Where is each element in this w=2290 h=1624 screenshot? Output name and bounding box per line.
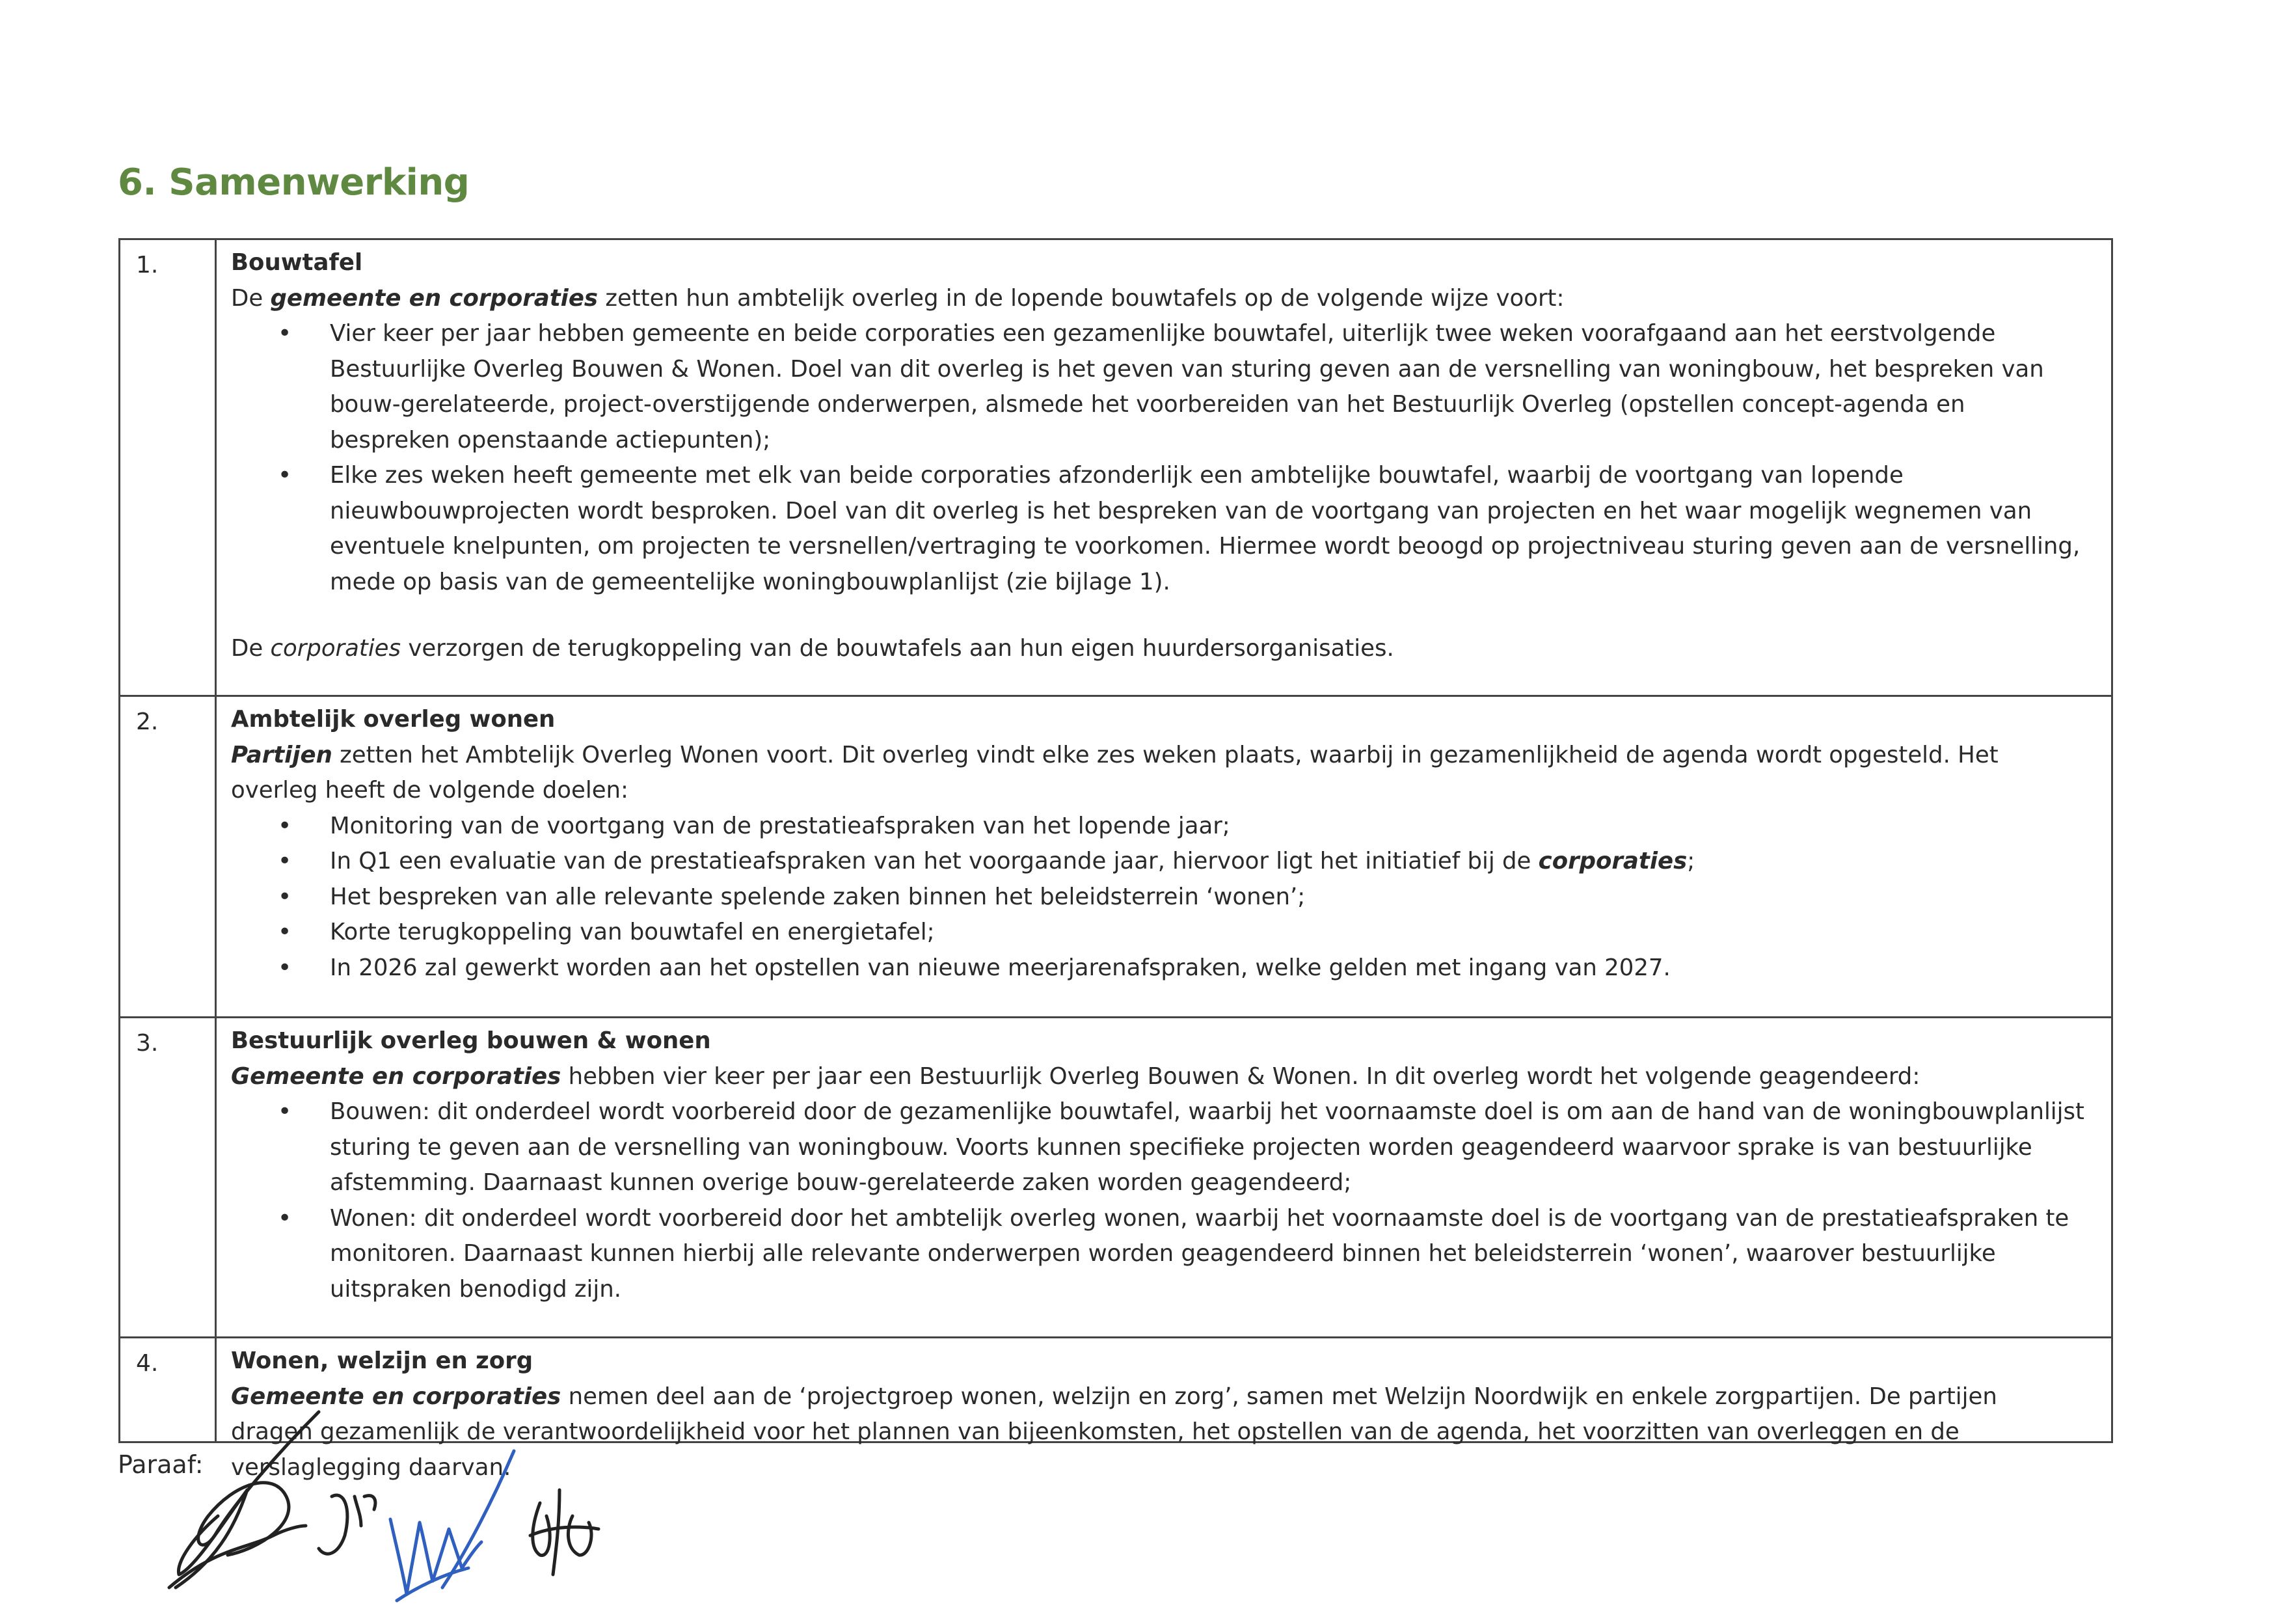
list-item: • Bouwen: dit onderdeel wordt voorbereid door de gezamenlijke bouwtafel, waarbij het voornaamste doel is om aan de hand van de woningbouwplanlijst sturing te geven aan de versnelling van woningbouw. Voorts kunnen specifieke projecten worden geagendeerd waarvoor sprake is van bestuurlijke afstemming. Daarnaast kunnen overige bouw-gerelateerde zaken worden geagendeerd; xyxy=(330,1094,2085,1201)
list-item-text: In Q1 een evaluatie van de prestatieafspraken van het voorgaande jaar, hiervoor ligt het initiatief bij de xyxy=(330,848,1539,874)
list-item-emphasis: corporaties xyxy=(1538,848,1688,874)
row-number: 2. xyxy=(136,709,159,735)
row-content xyxy=(231,1023,2085,1307)
row-intro xyxy=(231,1059,2085,1095)
row-closing xyxy=(231,631,2085,667)
table-row xyxy=(120,240,2111,697)
list-item: • Het bespreken van alle relevante spelende zaken binnen het beleidsterrein ‘wonen’; xyxy=(330,880,2085,915)
row-content xyxy=(231,245,2085,667)
intro-emphasis: gemeente en corporaties xyxy=(270,284,599,312)
intro-text: zetten het Ambtelijk Overleg Wonen voort. Dit overleg vindt elke zes weken plaats, waarbij in gezamenlijkheid de agenda wordt opgesteld. Het overleg heeft de volgende doelen: xyxy=(231,741,1999,804)
intro-emphasis: Partijen xyxy=(231,741,332,768)
paraaf-label: Paraaf: xyxy=(118,1450,204,1479)
list-item-text: ; xyxy=(1687,848,1695,874)
signature-4 xyxy=(530,1490,599,1575)
row-number-cell xyxy=(120,697,217,1016)
table-row xyxy=(120,1018,2111,1338)
closing-text: verzorgen de terugkoppeling van de bouwtafels aan hun eigen huurdersorganisaties. xyxy=(401,635,1394,662)
bullet-list xyxy=(231,1094,2085,1307)
list-item: • Korte terugkoppeling van bouwtafel en energietafel; xyxy=(330,915,2085,951)
intro-emphasis: Gemeente en corporaties xyxy=(231,1383,561,1410)
signature-2 xyxy=(319,1495,375,1554)
table-row xyxy=(120,697,2111,1018)
intro-text: hebben vier keer per jaar een Bestuurlijk Overleg Bouwen & Wonen. In dit overleg wordt het volgende geagendeerd: xyxy=(561,1062,1920,1090)
row-intro xyxy=(231,281,2085,317)
row-number-cell xyxy=(120,1018,217,1336)
row-number-cell xyxy=(120,240,217,695)
row-heading: Bestuurlijk overleg bouwen & wonen xyxy=(231,1027,711,1054)
list-item: • Elke zes weken heeft gemeente met elk van beide corporaties afzonderlijk een ambtelijke bouwtafel, waarbij de voortgang van lopende nieuwbouwprojecten wordt besproken. Doel van dit overleg is het bespreken van de voortgang van projecten en het waar mogelijk wegnemen van eventuele knelpunten, om projecten te versnellen/vertraging te voorkomen. Hiermee wordt beoogd op projectniveau sturing geven aan de versnelling, mede op basis van de gemeentelijke woningbouwplanlijst (zie bijlage 1). xyxy=(330,458,2085,600)
bullet-list xyxy=(231,316,2085,600)
row-content xyxy=(231,1344,2085,1485)
intro-text: De xyxy=(231,284,271,312)
intro-emphasis: Gemeente en corporaties xyxy=(231,1062,561,1090)
row-intro xyxy=(231,1379,2085,1486)
row-number: 3. xyxy=(136,1030,159,1057)
list-item xyxy=(330,844,2085,880)
row-number: 4. xyxy=(136,1350,159,1377)
list-item: • Monitoring van de voortgang van de prestatieafspraken van het lopende jaar; xyxy=(330,809,2085,845)
list-item: • Wonen: dit onderdeel wordt voorbereid door het ambtelijk overleg wonen, waarbij het voornaamste doel is de voortgang van de prestatieafspraken te monitoren. Daarnaast kunnen hierbij alle relevante onderwerpen worden geagendeerd binnen het beleidsterrein ‘wonen’, waarover bestuurlijke uitspraken benodigd zijn. xyxy=(330,1201,2085,1308)
intro-text: zetten hun ambtelijk overleg in de lopende bouwtafels op de volgende wijze voort: xyxy=(598,284,1565,312)
row-heading: Bouwtafel xyxy=(231,249,363,276)
page-title: 6. Samenwerking xyxy=(118,161,470,204)
closing-emphasis: corporaties xyxy=(270,635,401,662)
row-heading: Wonen, welzijn en zorg xyxy=(231,1347,533,1374)
row-number: 1. xyxy=(136,252,159,278)
closing-text: De xyxy=(231,635,271,662)
row-heading: Ambtelijk overleg wonen xyxy=(231,706,556,733)
bullet-list xyxy=(231,809,2085,986)
list-item: • Vier keer per jaar hebben gemeente en beide corporaties een gezamenlijke bouwtafel, uiterlijk twee weken voorafgaand aan het eerstvolgende Bestuurlijke Overleg Bouwen & Wonen. Doel van dit overleg is het geven van sturing geven aan de versnelling van woningbouw, het bespreken van bouw-gerelateerde, project-overstijgende onderwerpen, alsmede het voorbereiden van het Bestuurlijk Overleg (opstellen concept-agenda en bespreken openstaande actiepunten); xyxy=(330,316,2085,458)
row-intro xyxy=(231,738,2085,809)
row-number-cell xyxy=(120,1338,217,1441)
row-content xyxy=(231,702,2085,986)
intro-text: nemen deel aan de ‘projectgroep wonen, welzijn en zorg’, samen met Welzijn Noordwijk en enkele zorgpartijen. De partijen dragen gezamenlijk de verantwoordelijkheid voor het plannen van bijeenkomsten, het opstellen van de agenda, het voorzitten van overleggen en de verslaglegging daarvan. xyxy=(231,1383,1997,1481)
list-item: • In 2026 zal gewerkt worden aan het opstellen van nieuwe meerjarenafspraken, welke gelden met ingang van 2027. xyxy=(330,951,2085,986)
